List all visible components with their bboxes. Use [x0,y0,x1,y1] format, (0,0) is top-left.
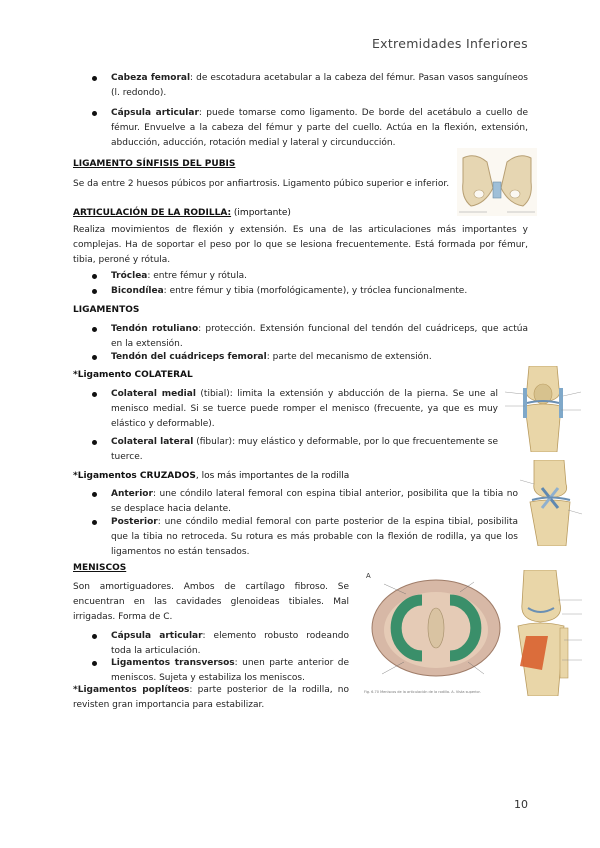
bullet-term: Cabeza femoral [111,73,191,83]
knee-cruciate-illustration [520,460,582,546]
figure-letter: A [366,573,371,580]
section-heading-meniscos: MENISCOS [73,563,127,573]
bullet-term: Anterior [111,489,153,499]
bullet-text: : une cóndilo lateral femoral con espina tibial anterior, posibilita que la tibia no se desplace hacia delante. [111,489,518,514]
bullet-term: Colateral medial [111,389,196,399]
bullet-text: : parte del mecanismo de extensión. [266,352,432,362]
section-heading-cruzados [73,471,349,481]
page-header-title: Extremidades Inferiores [371,36,528,51]
heading-main: ARTICULACIÓN DE LA RODILLA: [73,208,232,218]
list-item [92,487,518,517]
bullet-text: : entre fémur y tibia (morfológicamente), y tróclea funcionalmente. [163,286,468,296]
bullet-term: Cápsula articular [111,631,203,641]
bullet-dot [92,289,97,294]
list-item [92,322,528,352]
bullet-dot [92,661,97,666]
section-heading-pubis: LIGAMENTO SÍNFISIS DEL PUBIS [73,159,236,169]
bullet-text: : entre fémur y rótula. [147,271,247,281]
bullet-dot [92,355,97,360]
bullet-text: : elemento robusto rodeando toda la articulación. [111,631,349,656]
heading-note: (importante) [231,208,291,218]
bullet-text: (tibial): limita la extensión y abducción de la pierna. Se une al menisco medial. Si se tuerce puede romper el menisco (frecuente, ya que es muy elástico y deformable). [111,389,498,429]
popliteos-term: *Ligamentos poplíteos [73,685,190,695]
heading-main: *Ligamentos CRUZADOS [73,471,196,481]
bullet-dot [92,76,97,81]
bullet-dot [92,634,97,639]
page-number: 10 [514,798,528,811]
bullet-term: Tendón rotuliano [111,324,199,334]
popliteos-text [73,683,349,713]
rodilla-text: Realiza movimientos de flexión y extensión. Es una de las articulaciones más importantes y complejas. Ha de soportar el peso por lo que se lesiona frecuentemente. Está formada por fémur, tibia, peroné y rótula. [73,225,528,265]
figure-caption: Fig. 6.70 Meniscos de la articulación de la rodilla. A. Vista superior. [364,690,481,694]
list-item [92,269,528,284]
bullet-term: Bicondílea [111,286,164,296]
bullet-text: : de escotadura acetabular a la cabeza del fémur. Pasan vasos sanguíneos (l. redondo). [111,73,528,98]
bullet-term: Posterior [111,517,158,527]
bullet-term: Colateral lateral [111,437,194,447]
bullet-term: Tróclea [111,271,148,281]
list-item [92,71,528,101]
bullet-dot [92,111,97,116]
bullet-term: Ligamentos transversos [111,658,235,668]
knee-collateral-illustration [503,366,583,452]
meniscus-top-view-illustration [364,570,504,688]
heading-rest: , los más importantes de la rodilla [195,471,350,481]
bullet-text: : une cóndilo medial femoral con parte posterior de la espina tibial, posibilita que la tibia no retroceda. Su rotura es más probable con la flexión de rodilla, ya que los ligamentos no están tensados. [111,517,518,557]
bullet-dot [92,520,97,525]
pubis-text: Se da entre 2 huesos púbicos por anfiartrosis. Ligamento púbico superior e inferior. [73,179,450,189]
bullet-text: : puede tomarse como ligamento. De borde del acetábulo a cuello de fémur. Envuelve a la cabeza del fémur y parte del cuello. Actúa en la flexión, extensión, abducción, aducción, rotación medial y lateral y circunducción. [111,108,529,148]
bullet-text: (fibular): muy elástico y deformable, por lo que frecuentemente se tuerce. [111,437,498,462]
bullet-dot [92,392,97,397]
list-item [92,435,498,465]
list-item [92,106,528,151]
list-item [92,629,349,659]
bullet-term: Tendón del cuádriceps femoral [111,352,267,362]
bullet-term: Cápsula articular [111,108,199,118]
bullet-text: : unen parte anterior de meniscos. Sujeta y estabiliza los meniscos. [111,658,349,683]
meniscos-text: Son amortiguadores. Ambos de cartílago fibroso. Se encuentran en las cavidades glenoideas tibiales. Mal irrigadas. Forma de C. [73,582,349,622]
list-item [92,656,349,686]
section-heading-colateral: *Ligamento COLATERAL [73,370,193,380]
section-heading-rodilla [73,208,291,218]
meniscus-figure [364,570,504,698]
bullet-dot [92,327,97,332]
list-item [92,350,528,365]
pubic-symphysis-illustration [457,148,537,216]
list-item [92,284,528,299]
list-item [92,515,518,560]
knee-posterior-illustration [506,570,584,696]
bullet-text: : protección. Extensión funcional del tendón del cuádriceps, que actúa en la extensión. [111,324,528,349]
list-item [92,387,498,432]
bullet-dot [92,440,97,445]
bullet-dot [92,492,97,497]
bullet-dot [92,274,97,279]
section-heading-ligamentos: LIGAMENTOS [73,305,140,315]
popliteos-body: : parte posterior de la rodilla, no revisten gran importancia para estabilizar. [73,685,349,710]
